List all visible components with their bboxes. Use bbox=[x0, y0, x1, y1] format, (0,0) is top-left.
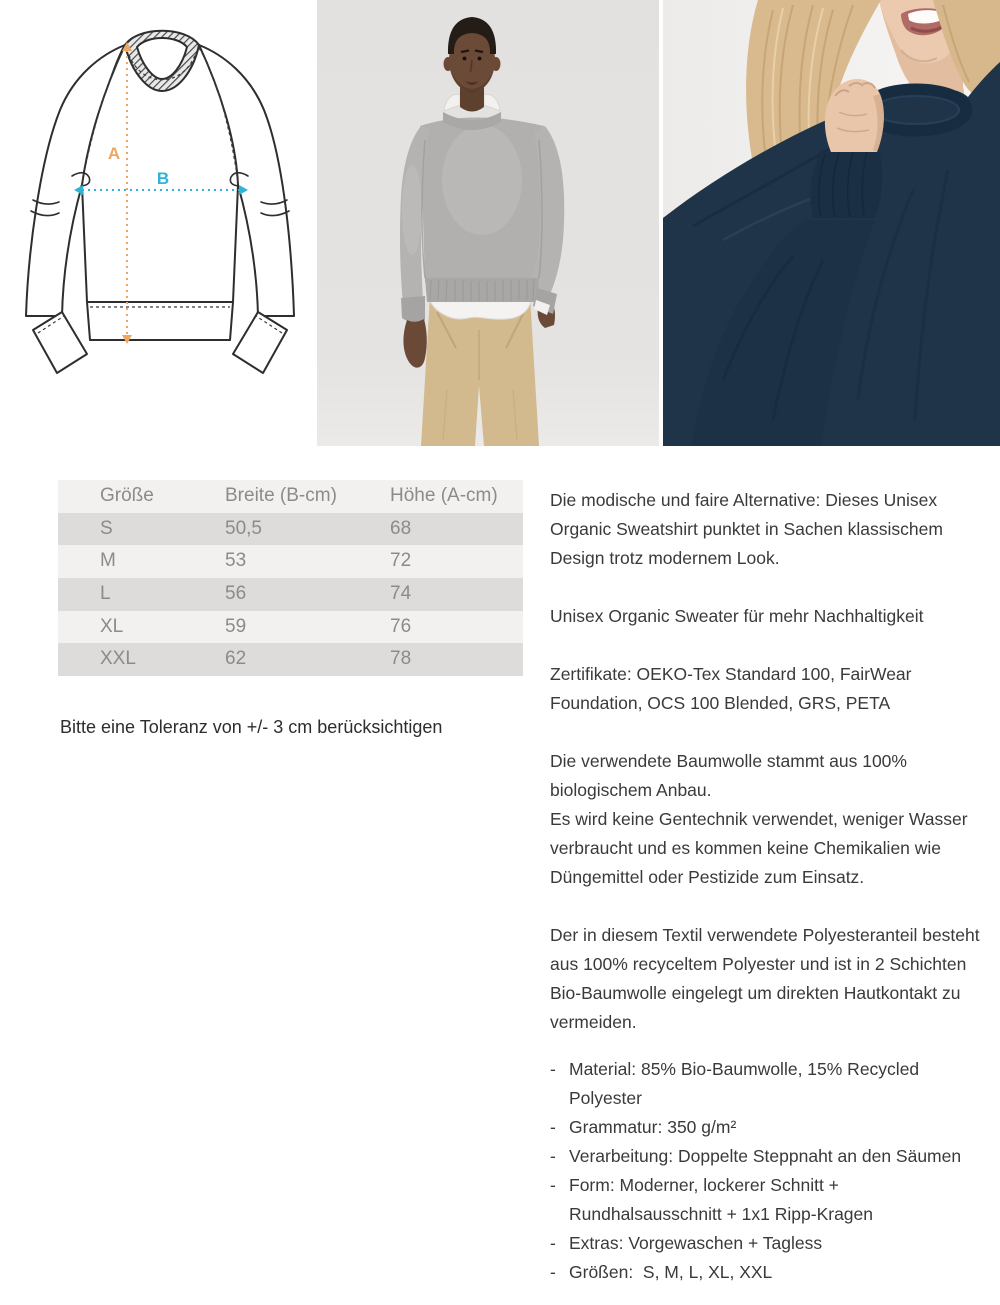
table-row-l-size: L bbox=[58, 578, 225, 611]
description-paragraph-sustainability: Unisex Organic Sweater für mehr Nachhaltigkeit bbox=[550, 606, 924, 626]
tolerance-note: Bitte eine Toleranz von +/- 3 cm berücksichtigen bbox=[60, 717, 443, 737]
table-row-xl-size: XL bbox=[58, 611, 225, 644]
description-paragraph-cotton: Die verwendete Baumwolle stammt aus 100% biologischem Anbau. bbox=[550, 751, 907, 800]
spec-list-item-verarbeitung: - Verarbeitung: Doppelte Steppnaht an den Säumen bbox=[550, 1142, 995, 1171]
spec-list-item-extras: - Extras: Vorgewaschen + Tagless bbox=[550, 1229, 995, 1258]
female-model-illustration bbox=[663, 0, 1000, 446]
table-row-s-hoehe: 68 bbox=[390, 513, 523, 546]
bullet-dash: - bbox=[550, 1117, 556, 1137]
table-row-s-size: S bbox=[58, 513, 225, 546]
female-model-photo bbox=[663, 0, 1000, 446]
size-diagram bbox=[0, 0, 317, 450]
measurement-label-b: B bbox=[156, 169, 170, 188]
description-paragraph-no-gmo: Es wird keine Gentechnik verwendet, weniger Wasser verbraucht und es kommen keine Chemikalien wie Düngemittel oder Pestizide zum Einsatz. bbox=[550, 809, 968, 887]
size-table-header-groesse: Größe bbox=[58, 480, 225, 513]
table-row-s-breite: 50,5 bbox=[225, 513, 390, 546]
table-row-m-breite: 53 bbox=[225, 545, 390, 578]
male-model-illustration bbox=[317, 0, 659, 446]
table-row-xxl-size: XXL bbox=[58, 643, 225, 676]
table-row-xl-breite: 59 bbox=[225, 611, 390, 644]
size-table-header-breite: Breite (B-cm) bbox=[225, 480, 390, 513]
bullet-dash: - bbox=[550, 1233, 556, 1253]
size-table-header-hoehe: Höhe (A-cm) bbox=[390, 480, 523, 513]
bullet-dash: - bbox=[550, 1175, 556, 1195]
bullet-dash: - bbox=[550, 1262, 556, 1282]
table-row-xl-hoehe: 76 bbox=[390, 611, 523, 644]
spec-list-item-grammatur: - Grammatur: 350 g/m² bbox=[550, 1113, 995, 1142]
male-model-photo bbox=[317, 0, 659, 446]
description-paragraph-intro: Die modische und faire Alternative: Dieses Unisex Organic Sweatshirt punktet in Sachen klassischem Design trotz modernem Look. bbox=[550, 490, 943, 568]
bullet-dash: - bbox=[550, 1059, 556, 1079]
spec-list-item-material: - Material: 85% Bio-Baumwolle, 15% Recycled Polyester bbox=[550, 1055, 995, 1113]
table-row-m-size: M bbox=[58, 545, 225, 578]
table-row-l-breite: 56 bbox=[225, 578, 390, 611]
sweatshirt-technical-drawing bbox=[0, 0, 317, 450]
table-row-xxl-hoehe: 78 bbox=[390, 643, 523, 676]
bullet-dash: - bbox=[550, 1146, 556, 1166]
spec-list bbox=[550, 1055, 995, 1287]
description-paragraph-certificates: Zertifikate: OEKO-Tex Standard 100, FairWear Foundation, OCS 100 Blended, GRS, PETA bbox=[550, 664, 912, 713]
product-description bbox=[550, 486, 995, 1287]
description-paragraph-cotton-group bbox=[550, 747, 995, 892]
description-paragraph-polyester: Der in diesem Textil verwendete Polyesteranteil besteht aus 100% recyceltem Polyester und ist in 2 Schichten Bio-Baumwolle eingelegt um direkten Hautkontakt zu vermeiden. bbox=[550, 925, 980, 1032]
table-row-l-hoehe: 74 bbox=[390, 578, 523, 611]
size-table bbox=[58, 480, 523, 676]
table-row-m-hoehe: 72 bbox=[390, 545, 523, 578]
spec-list-item-form: - Form: Moderner, lockerer Schnitt + Rundhalsausschnitt + 1x1 Ripp-Kragen bbox=[550, 1171, 995, 1229]
table-row-xxl-breite: 62 bbox=[225, 643, 390, 676]
sweatshirt-outline bbox=[26, 31, 294, 373]
measurement-label-a: A bbox=[107, 144, 121, 163]
spec-list-item-groessen: - Größen: S, M, L, XL, XXL bbox=[550, 1258, 995, 1287]
